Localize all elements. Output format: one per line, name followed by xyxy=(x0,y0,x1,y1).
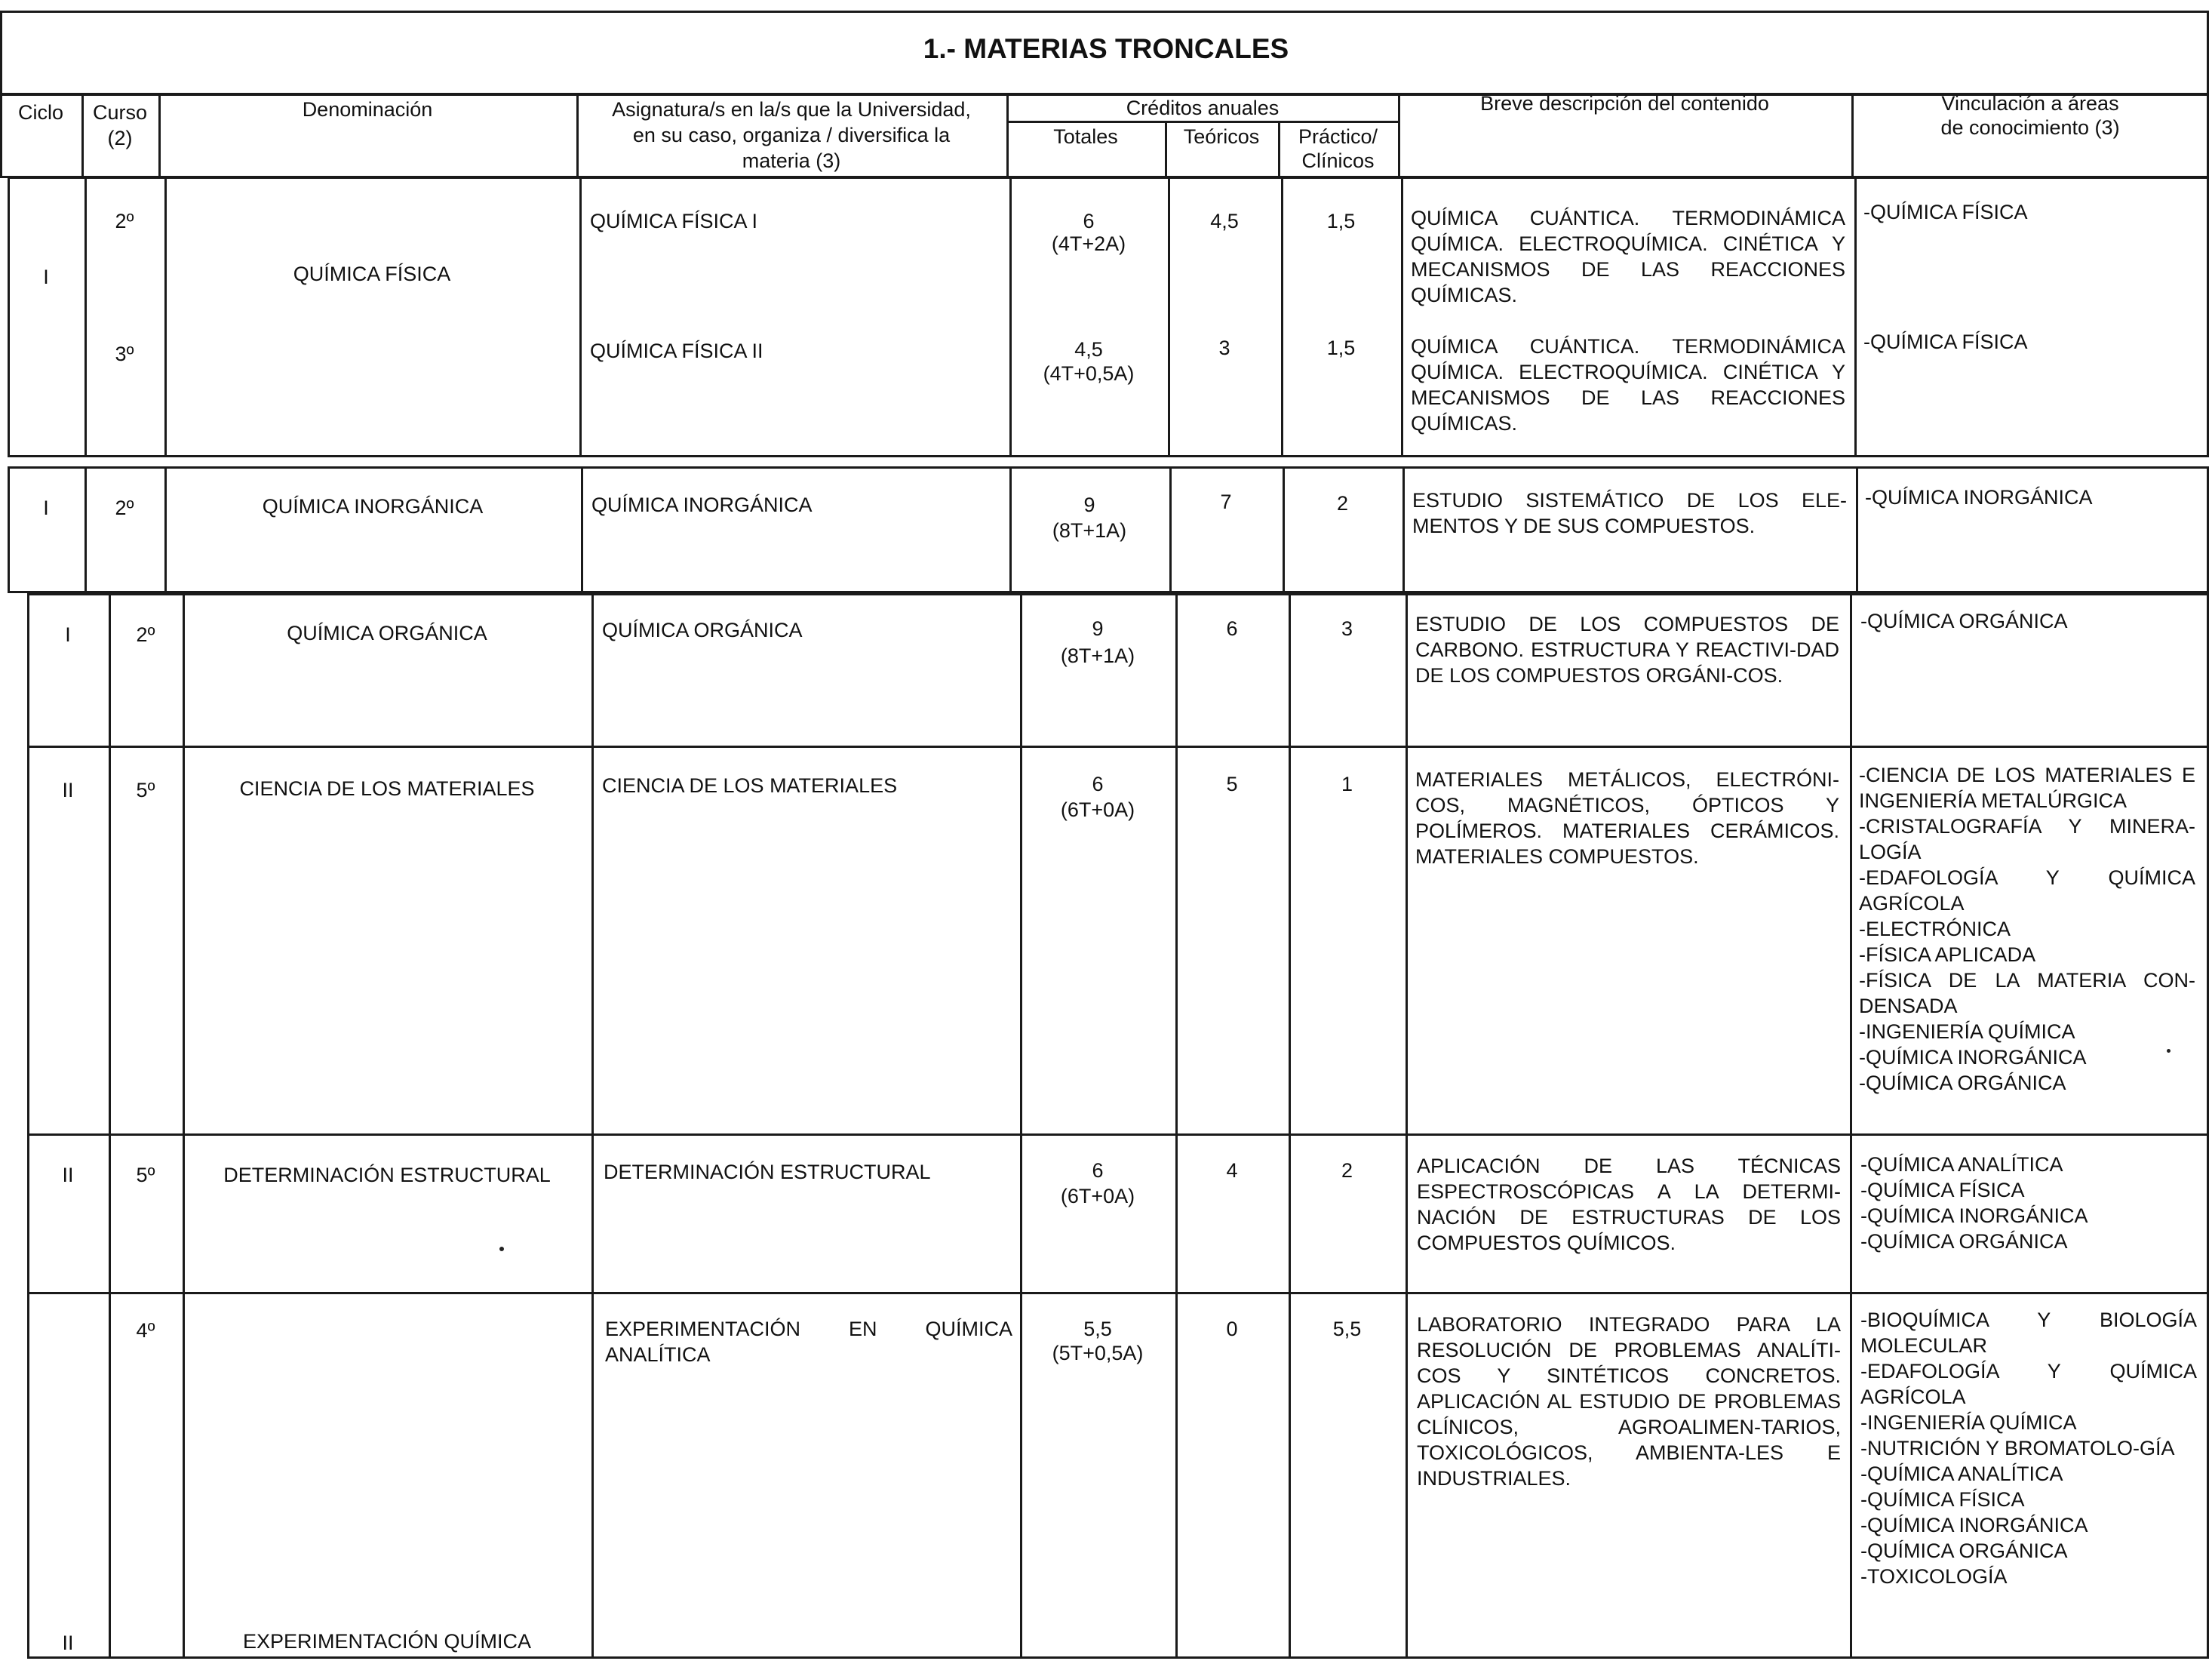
row-6-teoricos: 4 xyxy=(1226,1159,1238,1182)
row-1-asignatura: QUÍMICA FÍSICA I xyxy=(590,210,758,232)
row-6-ciclo: II xyxy=(62,1164,74,1186)
row-5-totales-detail: (6T+0A) xyxy=(1060,798,1135,821)
scan-speck xyxy=(499,1247,504,1251)
row-3-teoricos: 7 xyxy=(1220,491,1232,513)
header-descripcion: Breve descripción del contenido xyxy=(1480,92,1769,115)
row-3-totales: 9 xyxy=(1083,494,1095,516)
header-curso-note: (2) xyxy=(107,127,133,149)
list-item: -QUÍMICA FÍSICA xyxy=(1860,1488,2025,1511)
header-practicos-line-1: Práctico/ xyxy=(1298,125,1378,148)
row-5-practicos: 1 xyxy=(1341,773,1353,795)
row-2-asignatura: QUÍMICA FÍSICA II xyxy=(590,340,763,362)
header-curso: Curso xyxy=(92,101,148,124)
row-5-ciclo: II xyxy=(62,779,74,801)
header-asignatura-line-1: Asignatura/s en la/s que la Universidad, xyxy=(612,98,971,121)
row-6-vinculacion-list xyxy=(1860,1152,2197,1254)
row-2-practicos: 1,5 xyxy=(1326,337,1356,359)
list-item: -QUÍMICA ANALÍTICA xyxy=(1860,1153,2063,1176)
row-2-totales: 4,5 xyxy=(1074,338,1103,361)
list-item: -QUÍMICA ORGÁNICA xyxy=(1860,1539,2068,1562)
header-practicos-line-2: Clínicos xyxy=(1301,149,1375,172)
row-7-totales: 5,5 xyxy=(1083,1318,1112,1340)
list-item: -NUTRICIÓN Y BROMATOLO-GÍA xyxy=(1860,1437,2175,1459)
list-item: -EDAFOLOGÍA Y QUÍMICA AGRÍCOLA xyxy=(1860,1360,2197,1408)
row-2-teoricos: 3 xyxy=(1218,337,1230,359)
row-7-ciclo: II xyxy=(62,1632,74,1654)
row-2-curso: 3º xyxy=(115,343,134,365)
row-5-asignatura: CIENCIA DE LOS MATERIALES xyxy=(602,774,898,797)
row-7-descripcion: LABORATORIO INTEGRADO PARA LA RESOLUCIÓN DE PROBLEMAS ANALÍTI-COS Y SINTÉTICOS CONCRETOS. APLICACIÓN AL ESTUDIO DE PROBLEMAS CLÍNICOS, AGROALIMEN-TARIOS, TOXICOLÓGICOS, AMBIENTA-LES E INDUSTRIALES. xyxy=(1417,1313,1841,1490)
header-creditos: Créditos anuales xyxy=(1126,97,1280,119)
list-item: -QUÍMICA INORGÁNICA xyxy=(1859,1046,2087,1069)
row-1-ciclo: I xyxy=(43,266,49,288)
row-3-ciclo: I xyxy=(43,497,49,519)
row-1-practicos: 1,5 xyxy=(1326,210,1356,232)
list-item: -EDAFOLOGÍA Y QUÍMICA AGRÍCOLA xyxy=(1859,866,2195,915)
row-1-descripcion: QUÍMICA CUÁNTICA. TERMODINÁMICA QUÍMICA. ELECTROQUÍMICA. CINÉTICA Y MECANISMOS DE LAS REACCIONES QUÍMICAS. xyxy=(1411,207,1845,306)
row-7-asignatura: EXPERIMENTACIÓN EN QUÍMICA ANALÍTICA xyxy=(605,1318,1012,1366)
row-1-vinculacion-item: -QUÍMICA FÍSICA xyxy=(1863,201,2028,223)
row-5-vinculacion-list xyxy=(1859,762,2195,1096)
row-2-descripcion: QUÍMICA CUÁNTICA. TERMODINÁMICA QUÍMICA. ELECTROQUÍMICA. CINÉTICA Y MECANISMOS DE LAS REACCIONES QUÍMICAS. xyxy=(1411,335,1845,435)
row-6-asignatura: DETERMINACIÓN ESTRUCTURAL xyxy=(604,1161,931,1183)
row-4-totales: 9 xyxy=(1092,617,1104,640)
list-item: -TOXICOLOGÍA xyxy=(1860,1565,2008,1588)
row-6-descripcion: APLICACIÓN DE LAS TÉCNICAS ESPECTROSCÓPICAS A LA DETERMI-NACIÓN DE ESTRUCTURAS DE LOS COMPUESTOS QUÍMICOS. xyxy=(1417,1155,1841,1254)
row-4-descripcion: ESTUDIO DE LOS COMPUESTOS DE CARBONO. ESTRUCTURA Y REACTIVI-DAD DE LOS COMPUESTOS ORGÁNI-COS. xyxy=(1415,613,1839,687)
scan-speck xyxy=(2167,1049,2171,1053)
row-2-vinculacion-item: -QUÍMICA FÍSICA xyxy=(1863,331,2028,353)
row-3-asignatura: QUÍMICA INORGÁNICA xyxy=(591,494,813,516)
row-1-teoricos: 4,5 xyxy=(1210,210,1239,232)
row-6-curso: 5º xyxy=(136,1164,155,1186)
row-6-totales: 6 xyxy=(1092,1159,1104,1182)
header-vinculacion-line-2: de conocimiento (3) xyxy=(1940,116,2120,139)
row-3-curso: 2º xyxy=(115,497,134,519)
row-1-denominacion: QUÍMICA FÍSICA xyxy=(293,263,451,285)
list-item: -QUÍMICA FÍSICA xyxy=(1860,1179,2025,1201)
row-7-teoricos: 0 xyxy=(1226,1318,1238,1340)
header-vinculacion-line-1: Vinculación a áreas xyxy=(1941,92,2119,115)
list-item: -ELECTRÓNICA xyxy=(1859,918,2011,940)
row-4-denominacion: QUÍMICA ORGÁNICA xyxy=(287,622,487,644)
row-5-totales: 6 xyxy=(1092,773,1104,795)
row-3-vinculacion-item: -QUÍMICA INORGÁNICA xyxy=(1865,486,2093,509)
row-2-totales-detail: (4T+0,5A) xyxy=(1043,362,1135,385)
row-4-vinculacion-item: -QUÍMICA ORGÁNICA xyxy=(1860,610,2068,632)
header-ciclo: Ciclo xyxy=(17,101,63,124)
row-1-totales-detail: (4T+2A) xyxy=(1051,232,1126,255)
row-1-totales: 6 xyxy=(1083,210,1095,232)
row-6-totales-detail: (6T+0A) xyxy=(1060,1185,1135,1207)
row-1-curso: 2º xyxy=(115,210,134,232)
row-3-practicos: 2 xyxy=(1336,492,1349,515)
list-item: -QUÍMICA INORGÁNICA xyxy=(1860,1204,2088,1227)
header-teoricos: Teóricos xyxy=(1183,125,1260,148)
list-item: -QUÍMICA INORGÁNICA xyxy=(1860,1514,2088,1536)
list-item: -QUÍMICA ORGÁNICA xyxy=(1860,1230,2068,1253)
row-4-asignatura: QUÍMICA ORGÁNICA xyxy=(602,619,803,641)
header-asignatura-line-2: en su caso, organiza / diversifica la xyxy=(632,124,951,146)
list-item: -FÍSICA APLICADA xyxy=(1859,943,2036,966)
row-3-denominacion: QUÍMICA INORGÁNICA xyxy=(262,495,484,518)
document-title: 1.- MATERIAS TRONCALES xyxy=(923,33,1289,64)
row-4-ciclo: I xyxy=(65,623,71,646)
list-item: -CRISTALOGRAFÍA Y MINERA-LOGÍA xyxy=(1859,815,2195,863)
row-5-descripcion: MATERIALES METÁLICOS, ELECTRÓNI-COS, MAGNÉTICOS, ÓPTICOS Y POLÍMEROS. MATERIALES CERÁMICOS. MATERIALES COMPUESTOS. xyxy=(1415,768,1839,868)
row-7-curso: 4º xyxy=(136,1319,155,1342)
row-3-totales-detail: (8T+1A) xyxy=(1052,519,1127,542)
list-item: -BIOQUÍMICA Y BIOLOGÍA MOLECULAR xyxy=(1860,1309,2197,1357)
row-5-denominacion: CIENCIA DE LOS MATERIALES xyxy=(239,777,535,800)
row-5-teoricos: 5 xyxy=(1226,773,1238,795)
header-denominacion: Denominación xyxy=(302,98,433,121)
list-item: -QUÍMICA ANALÍTICA xyxy=(1860,1463,2063,1485)
row-6-denominacion: DETERMINACIÓN ESTRUCTURAL xyxy=(223,1164,551,1186)
row-5-curso: 5º xyxy=(136,779,155,801)
row-7-vinculacion-list xyxy=(1860,1307,2197,1589)
list-item: -FÍSICA DE LA MATERIA CON-DENSADA xyxy=(1859,969,2195,1017)
list-item: -QUÍMICA ORGÁNICA xyxy=(1859,1072,2066,1094)
header-asignatura-line-3: materia (3) xyxy=(742,149,841,172)
row-6-practicos: 2 xyxy=(1341,1159,1353,1182)
row-7-denominacion: EXPERIMENTACIÓN QUÍMICA xyxy=(242,1630,532,1653)
list-item: -INGENIERÍA QUÍMICA xyxy=(1860,1411,2077,1434)
header-totales: Totales xyxy=(1053,125,1118,148)
row-7-practicos: 5,5 xyxy=(1332,1318,1362,1340)
row-4-totales-detail: (8T+1A) xyxy=(1060,644,1135,667)
row-4-teoricos: 6 xyxy=(1226,617,1238,640)
row-4-curso: 2º xyxy=(136,623,155,646)
list-item: -INGENIERÍA QUÍMICA xyxy=(1859,1020,2075,1043)
row-7-totales-detail: (5T+0,5A) xyxy=(1052,1342,1144,1364)
list-item: -CIENCIA DE LOS MATERIALES E INGENIERÍA METALÚRGICA xyxy=(1859,764,2195,812)
row-3-descripcion: ESTUDIO SISTEMÁTICO DE LOS ELE-MENTOS Y DE SUS COMPUESTOS. xyxy=(1412,489,1847,537)
row-4-practicos: 3 xyxy=(1341,617,1353,640)
